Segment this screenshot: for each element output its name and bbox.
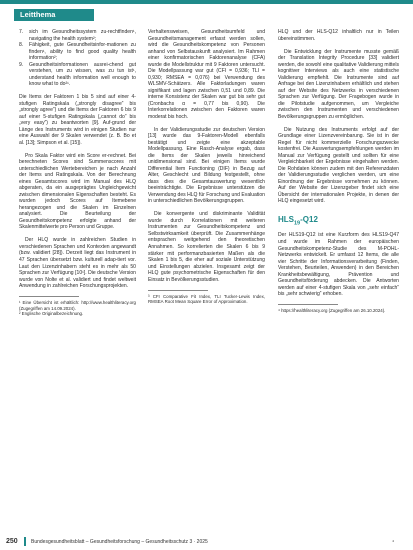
top-accent-bar — [0, 0, 413, 4]
footnote: ⁴ https://healthliteracy.org (Zugegriffen am 26.10.2024). — [278, 308, 386, 314]
body-paragraph: Die Entwicklung der Instrumente musste gemäß der Translation Integrity Procedure [33] validiert werden, die sowohl eine qualitative Validierung mittels kognitiver Interviews als auch eine statistische Validierung empfiehlt. Die Instrumente sind auf Anfrage bei den Lizenzinhabern erhältlich und stehen auf der Website des Netzwerks in verschiedenen Sprachen zur Verfügung. Der Fragebogen wurde in die Pilotstudie aufgenommen, um Vergleiche zwischen den Instrumenten und verschiedenen Bevölkerungsgruppen zu ermöglichen. — [278, 48, 399, 120]
body-paragraph: Der HLS19-Q12 ist eine Kurzform des HLS19-Q47 und wurde im Rahmen der europäischen Gesundheitskompetenz-Studie des M-POHL-Netzwerks entwickelt. Er umfasst 12 Items, die alle vier Schritte der Informationsverarbeitung (Finden, Verstehen, Beurteilen, Anwenden) in den Bereichen Krankheitsbewältigung, Prävention und Gesundheitsförderung abdecken. Die Antworten werden auf einer 4-stufigen Skala von „sehr einfach“ bis „sehr schwierig“ erhoben. — [278, 232, 399, 298]
footer-accent-bar — [24, 537, 26, 546]
list-item: 7. sich im Gesundheitssystem zu-rechtfinden¹, navigating the health system²; — [19, 29, 136, 42]
list-item: 9. Gesundheitsinformationen ausrei-chend gut verstehen, um zu wissen, was zu tun ist¹, understand health information well enough to know what to do²¹. — [19, 61, 136, 88]
column-3 — [278, 29, 399, 314]
footnote-divider — [278, 304, 338, 305]
body-paragraph: Die konvergente und diskriminante Validität wurde durch Korrelationen mit weiteren Instrumenten zur Gesundheitskompetenz und Selbstwirksamkeit überprüft. Die Zusammenhänge entsprachen weitgehend den theoretischen Annahmen. So korrelierten die Skalen 6 bis 9 stärker mit performanzbasierten Maßen als die Skalen 1 bis 5, die eher auf soziale Unterstützung und Einstellungen abzielen. Insgesamt zeigt der HLQ gute psychometrische Eigenschaften für den Einsatz in Bevölkerungsstudien. — [148, 211, 265, 283]
body-paragraph: HLQ und der HLS-Q12 inhaltlich nur in Teilen übereinstimmen. — [278, 29, 399, 42]
footnote-divider — [148, 290, 208, 291]
body-paragraph: Verhaltensweisen, Gesundheitsumfeld und Gesundheitsmanagement erfasst werden sollen, wird die Gesundheitskompetenz von Personen anhand von Selbstauskunft analysiert. Im Rahmen einer konfirmatorischen Faktorenanalyse (CFA) wurde die Modellstruktur mit 9 Faktoren untersucht. Die Modellpassung war gut (CFI = 0,936; TLI = 0,930; RMSEA = 0,076) bei Verwendung des WLSMV-Schätzers. Alle Faktorladungen waren signifikant und lagen zwischen 0,51 und 0,89. Die interne Konsistenz der Skalen war gut bis sehr gut (Cronbachs α = 0,77 bis 0,90). Die Interkorrelationen zwischen den Faktoren waren moderat bis hoch. — [148, 29, 265, 120]
column-2 — [148, 29, 265, 305]
journal-title: Bundesgesundheitsblatt – Gesundheitsforschung – Gesundheitsschutz 3 · 2025 — [31, 539, 208, 545]
body-paragraph: Die Items der Faktoren 1 bis 5 sind auf einer 4-stufigen Ratingskala („strongly disagree“ bis „strongly agree“) und die Items der Faktoren 6 bis 9 auf einer 5-stufigen Ratingskala („cannot do“ bis „very easy“) zu beantworten [9]. Auf-grund der Länge des Instruments wird in einigen Studien nur eine Auswahl der 9 Skalen verwendet (z. B. Bo et al. [13]; Simpson et al. [15]). — [19, 94, 136, 146]
footnote-marker: ⁴ — [392, 539, 395, 545]
page-number: 250 — [6, 538, 18, 545]
section-heading: $HLS_{19}-Q12$ — [278, 214, 318, 227]
column-1 — [19, 29, 136, 317]
numbered-list — [19, 29, 136, 88]
body-paragraph: Die Nutzung des Instruments erfolgt auf der Grundlage einer Lizenzvereinbarung. Sie ist in der Regel für nicht kommerzielle Forschungszwecke kostenfrei. Die Auswertungsempfehlungen werden im Manual zur Verfügung gestellt und sollten für eine Vergleichbarkeit der Ergebnisse eingehalten werden. Die Rohdaten können zudem mit den Referenzdaten der Validierungsstudie verglichen werden, um eine Einordnung der Ergebnisse vornehmen zu können. Auf der Website der Lizenzgeber findet sich eine Übersicht der internationalen Projekte, in denen der HLQ eingesetzt wird. — [278, 126, 399, 205]
section-label: Leitthema — [14, 9, 94, 21]
body-paragraph: Pro Skala Faktor wird ein Score er-rechnet. Bei berechneten Scores sind Summenscores mit unterschiedlichen Wertebereichen je nach Anzahl der Items und Ratingskala. Von der Berechnung eines Gesamtscores wird im Manual des HLQ abgeraten, da ein ausgeprägtes Ungleichgewicht zwischen dimensionalen Eigenschaften besteht. Es wurden jedoch Scores auf Itemebene herangezogen und die Skalen im Einzelnen analysiert. Die Beurteilung der Gesundheitskompetenz erfolgte anhand der Skalenmittelwerte pro Person und Gruppe. — [19, 152, 136, 231]
footnote-divider — [19, 296, 79, 297]
body-paragraph: In der Validierungsstudie zur deutschen Version [13] wurde das 9-Faktoren-Modell ebenfalls bestätigt und zeigte eine akzeptable Modellpassung. Eine Rasch-Analyse ergab, dass die Items der Skalen jeweils hinreichend unidimensional sind. Bei einigen Items wurde Differential Item Functioning (DIF) in Bezug auf Alter, Geschlecht und Bildung festgestellt, ohne dass dies die Gesamtauswertung wesentlich beeinträchtigte. Die Ergebnisse unterstützen die Verwendung des HLQ für Forschung und Evaluation in unterschiedlichen Bevölkerungsgruppen. — [148, 126, 265, 205]
page-footer — [0, 534, 413, 550]
body-paragraph: Der HLQ wurde in zahlreichen Studien in verschiedenen Sprachen und Kontexten angewandt (bzw. validiert [28]). Derzeit liegt das Instrument in 47 Sprachen übersetzt bzw. kulturell adap-tiert vor. Laut den Lizenzinhabern steht es in mehr als 50 Sprachen zur Verfügung [10¹]. Die deutsche Version wurde von Nolte et al. validiert und findet weltweit Anwendung in zahlreichen Forschungsprojekten. — [19, 237, 136, 290]
footnote: ² Englische Originalbezeichnung. — [19, 311, 84, 317]
footnote: ³ CFI Comparative Fit Index, TLI Tucker-Lewis Index, RMSEA Root Mean Square Error of Approximation. — [148, 293, 265, 305]
footnote: ¹ Eine Übersicht ist erhältlich: http://www.healthliteracy.org (Zugegriffen am 14.09.2024). — [19, 300, 136, 311]
list-item: 8. Fähigkeit, gute Gesundheitsinfor-mationen zu finden¹, ability to find good quality health information²; — [19, 42, 136, 62]
